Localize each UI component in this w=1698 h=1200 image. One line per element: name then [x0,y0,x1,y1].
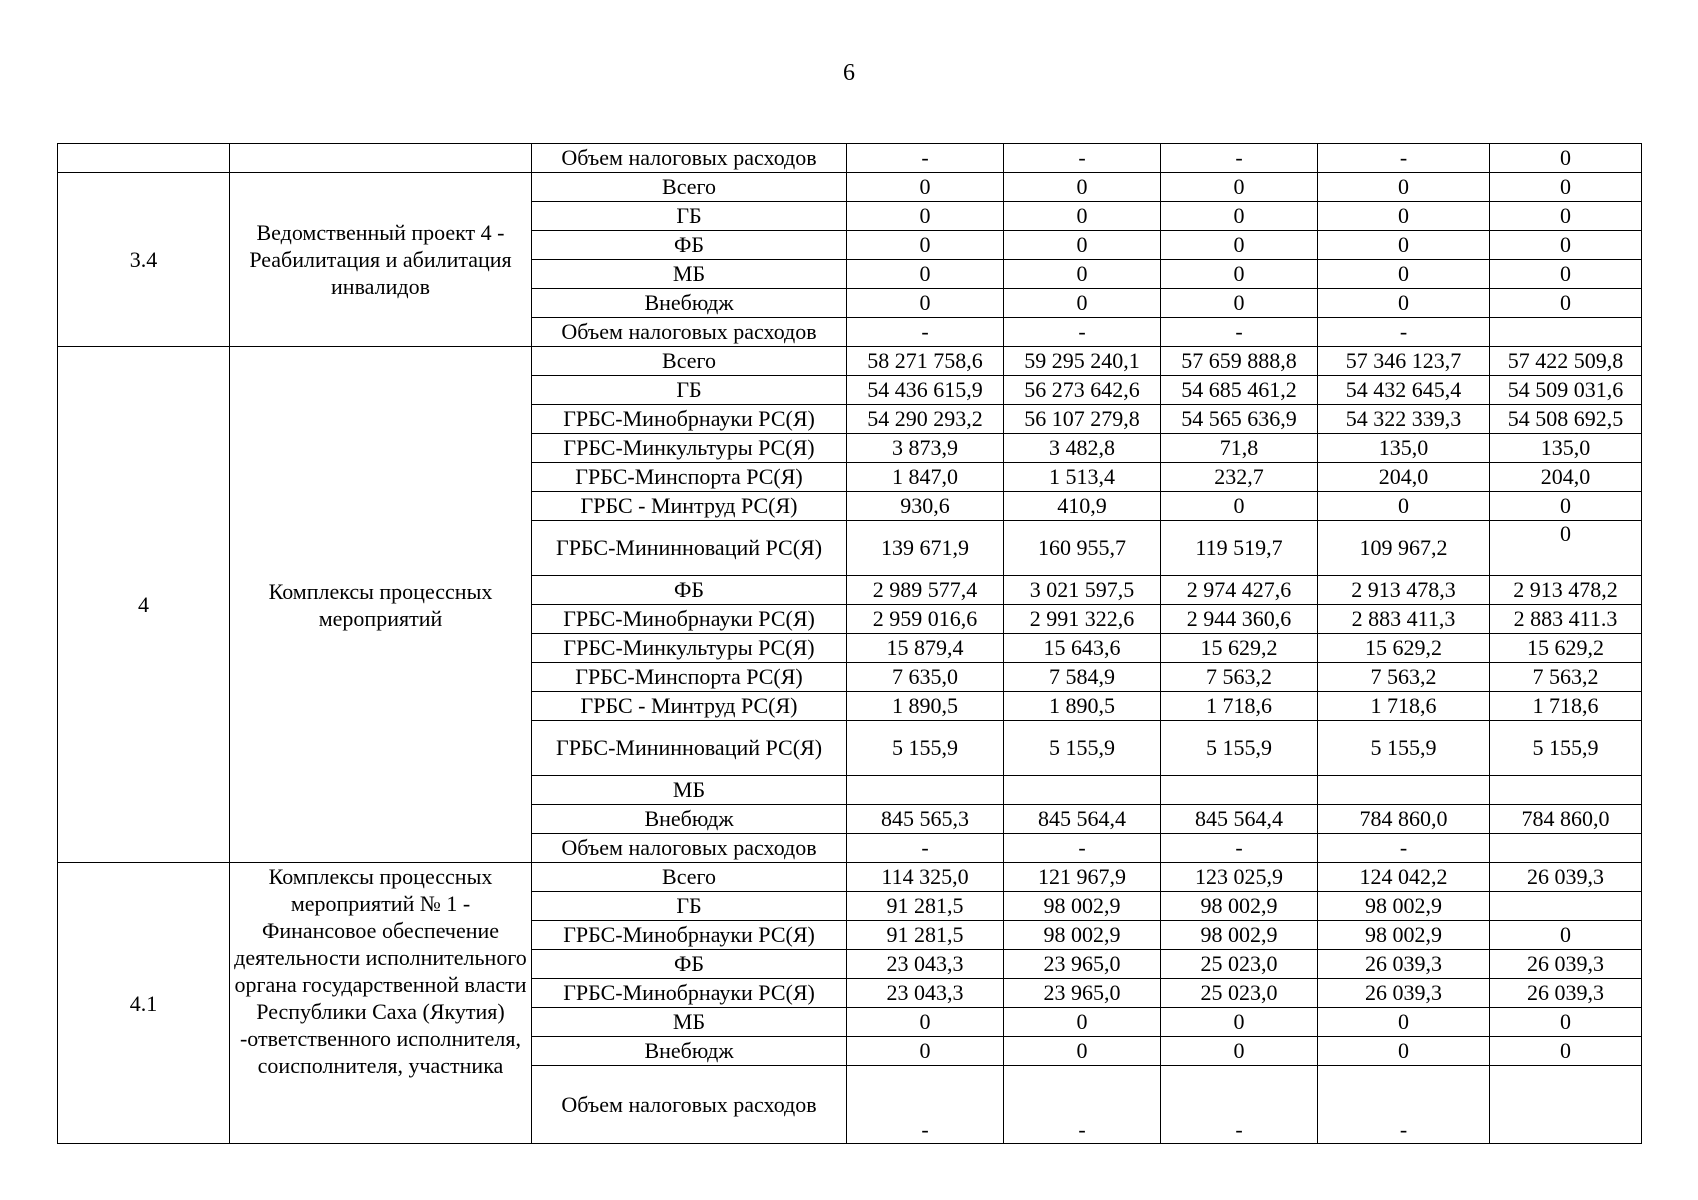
value-year-2: 410,9 [1004,492,1161,521]
value-year-5: 0 [1490,492,1642,521]
value-year-3: 845 564,4 [1161,805,1318,834]
value-year-4: 0 [1318,492,1490,521]
value-year-3: 71,8 [1161,434,1318,463]
value-year-5: 26 039,3 [1490,979,1642,1008]
section-code: 3.4 [58,173,230,347]
value-year-2: 0 [1004,173,1161,202]
value-year-4: 54 432 645,4 [1318,376,1490,405]
value-year-2: 0 [1004,260,1161,289]
value-year-4: 0 [1318,173,1490,202]
funding-source: Внебюдж [532,1037,847,1066]
value-year-2: 7 584,9 [1004,663,1161,692]
value-year-2: - [1004,318,1161,347]
value-year-1: 0 [847,231,1004,260]
value-year-2: 845 564,4 [1004,805,1161,834]
value-year-1: 23 043,3 [847,979,1004,1008]
value-year-3: 0 [1161,492,1318,521]
value-year-4: 26 039,3 [1318,950,1490,979]
value-year-3: 54 685 461,2 [1161,376,1318,405]
value-year-1 [847,776,1004,805]
value-year-5: 15 629,2 [1490,634,1642,663]
value-year-2: 121 967,9 [1004,863,1161,892]
value-year-5: 135,0 [1490,434,1642,463]
section-name: Ведомственный проект 4 - Реабилитация и абилитация инвалидов [230,173,532,347]
value-year-5: 204,0 [1490,463,1642,492]
funding-source: МБ [532,776,847,805]
funding-source: ФБ [532,231,847,260]
funding-source: ГРБС-Минкультуры РС(Я) [532,634,847,663]
value-year-2: - [1004,834,1161,863]
value-year-1: 1 890,5 [847,692,1004,721]
funding-source: ГРБС-Минобрнауки РС(Я) [532,921,847,950]
value-year-3: 0 [1161,289,1318,318]
value-year-4: 0 [1318,1008,1490,1037]
funding-source: ГБ [532,202,847,231]
funding-source: МБ [532,1008,847,1037]
value-year-5: 0 [1490,1037,1642,1066]
value-year-1: 845 565,3 [847,805,1004,834]
funding-source: ГРБС-Минспорта РС(Я) [532,463,847,492]
value-year-3: 0 [1161,1008,1318,1037]
section-name: Комплексы процессных мероприятий № 1 - Финансовое обеспечение деятельности исполнительного органа государственной власти Республики Саха (Якутия) -ответственного исполнителя, соисполнителя, участника [230,863,532,1144]
value-year-4: 2 913 478,3 [1318,576,1490,605]
value-year-5: 0 [1490,231,1642,260]
value-year-2: 56 273 642,6 [1004,376,1161,405]
value-year-1: - [847,318,1004,347]
value-year-3: 0 [1161,260,1318,289]
funding-source: Всего [532,173,847,202]
value-year-4 [1318,776,1490,805]
value-year-1: 0 [847,260,1004,289]
value-year-5: 0 [1490,521,1642,576]
value-year-3: - [1161,834,1318,863]
value-year-2: 1 513,4 [1004,463,1161,492]
value-year-3: 1 718,6 [1161,692,1318,721]
value-year-5: 784 860,0 [1490,805,1642,834]
section-code [58,144,230,173]
funding-source: ГРБС - Минтруд РС(Я) [532,692,847,721]
value-year-1: 7 635,0 [847,663,1004,692]
value-year-4: 0 [1318,202,1490,231]
value-year-2: 56 107 279,8 [1004,405,1161,434]
funding-source: Объем налоговых расходов [532,144,847,173]
section-name: Комплексы процессных мероприятий [230,347,532,863]
value-year-3: 5 155,9 [1161,721,1318,776]
funding-source: ФБ [532,576,847,605]
value-year-5: 0 [1490,202,1642,231]
value-year-4: 135,0 [1318,434,1490,463]
value-year-1: 23 043,3 [847,950,1004,979]
value-year-1: 2 989 577,4 [847,576,1004,605]
value-year-2: 98 002,9 [1004,892,1161,921]
value-year-5: 26 039,3 [1490,950,1642,979]
value-year-3: - [1161,318,1318,347]
value-year-1: 0 [847,202,1004,231]
value-year-5 [1490,776,1642,805]
value-year-1: 2 959 016,6 [847,605,1004,634]
funding-source: ГРБС-Минобрнауки РС(Я) [532,979,847,1008]
value-year-2: 98 002,9 [1004,921,1161,950]
value-year-3: 25 023,0 [1161,950,1318,979]
value-year-3: 232,7 [1161,463,1318,492]
value-year-5 [1490,318,1642,347]
funding-source: Объем налоговых расходов [532,1066,847,1144]
page-number: 6 [843,60,855,86]
funding-source: ГБ [532,892,847,921]
table-row [58,144,1642,173]
value-year-3: 119 519,7 [1161,521,1318,576]
value-year-2: 23 965,0 [1004,950,1161,979]
value-year-1: 0 [847,289,1004,318]
funding-source: ГРБС-Минобрнауки РС(Я) [532,605,847,634]
value-year-4: 5 155,9 [1318,721,1490,776]
funding-source: ГРБС-Мининноваций РС(Я) [532,721,847,776]
value-year-3: 54 565 636,9 [1161,405,1318,434]
section-name [230,144,532,173]
value-year-5: 54 508 692,5 [1490,405,1642,434]
value-year-2: 0 [1004,1037,1161,1066]
value-year-1: 0 [847,1008,1004,1037]
value-year-1: 5 155,9 [847,721,1004,776]
value-year-5: 0 [1490,921,1642,950]
value-year-2: 0 [1004,1008,1161,1037]
value-year-5: 0 [1490,144,1642,173]
funding-source: Всего [532,347,847,376]
value-year-2: 0 [1004,289,1161,318]
value-year-3: 98 002,9 [1161,921,1318,950]
value-year-4: 784 860,0 [1318,805,1490,834]
value-year-1: 139 671,9 [847,521,1004,576]
value-year-1: 58 271 758,6 [847,347,1004,376]
value-year-3: 7 563,2 [1161,663,1318,692]
value-year-1: 1 847,0 [847,463,1004,492]
value-year-2: - [1004,144,1161,173]
funding-source: МБ [532,260,847,289]
value-year-1: 114 325,0 [847,863,1004,892]
value-year-3: 0 [1161,173,1318,202]
value-year-5: 2 913 478,2 [1490,576,1642,605]
value-year-5 [1490,834,1642,863]
value-year-5: 54 509 031,6 [1490,376,1642,405]
value-year-5: 0 [1490,289,1642,318]
value-year-1: 0 [847,173,1004,202]
table-row [58,863,1642,892]
value-year-3: 123 025,9 [1161,863,1318,892]
value-year-2: - [1004,1066,1161,1144]
value-year-1: 91 281,5 [847,921,1004,950]
value-year-3: 0 [1161,1037,1318,1066]
value-year-5 [1490,892,1642,921]
funding-source: Внебюдж [532,805,847,834]
value-year-4: 26 039,3 [1318,979,1490,1008]
value-year-2: 3 021 597,5 [1004,576,1161,605]
value-year-1: - [847,144,1004,173]
value-year-2: 23 965,0 [1004,979,1161,1008]
value-year-3: - [1161,144,1318,173]
value-year-2: 160 955,7 [1004,521,1161,576]
value-year-4: - [1318,144,1490,173]
value-year-4: 7 563,2 [1318,663,1490,692]
value-year-4: 0 [1318,231,1490,260]
value-year-1: 91 281,5 [847,892,1004,921]
value-year-3: 0 [1161,231,1318,260]
value-year-3: 2 944 360,6 [1161,605,1318,634]
section-code: 4.1 [58,863,230,1144]
value-year-5 [1490,1066,1642,1144]
value-year-2: 59 295 240,1 [1004,347,1161,376]
value-year-4: 98 002,9 [1318,921,1490,950]
value-year-2: 0 [1004,231,1161,260]
funding-source: Объем налоговых расходов [532,834,847,863]
funding-source: ГБ [532,376,847,405]
budget-table [57,143,1642,1144]
value-year-3: 25 023,0 [1161,979,1318,1008]
value-year-3 [1161,776,1318,805]
value-year-4: - [1318,834,1490,863]
value-year-1: - [847,834,1004,863]
funding-source: Внебюдж [532,289,847,318]
value-year-2: 0 [1004,202,1161,231]
value-year-5: 5 155,9 [1490,721,1642,776]
value-year-2: 5 155,9 [1004,721,1161,776]
funding-source: ГРБС - Минтруд РС(Я) [532,492,847,521]
table-row [58,173,1642,202]
value-year-5: 26 039,3 [1490,863,1642,892]
value-year-1: 15 879,4 [847,634,1004,663]
value-year-1: 0 [847,1037,1004,1066]
funding-source: Всего [532,863,847,892]
funding-source: ФБ [532,950,847,979]
value-year-3: 15 629,2 [1161,634,1318,663]
section-code: 4 [58,347,230,863]
value-year-2: 2 991 322,6 [1004,605,1161,634]
funding-source: ГРБС-Мининноваций РС(Я) [532,521,847,576]
value-year-5: 2 883 411.3 [1490,605,1642,634]
value-year-4: 57 346 123,7 [1318,347,1490,376]
value-year-4: 0 [1318,289,1490,318]
funding-source: ГРБС-Минспорта РС(Я) [532,663,847,692]
value-year-4: 204,0 [1318,463,1490,492]
funding-source: ГРБС-Минкультуры РС(Я) [532,434,847,463]
value-year-5: 1 718,6 [1490,692,1642,721]
funding-source: ГРБС-Минобрнауки РС(Я) [532,405,847,434]
value-year-4: 124 042,2 [1318,863,1490,892]
value-year-3: 98 002,9 [1161,892,1318,921]
value-year-3: - [1161,1066,1318,1144]
value-year-1: 3 873,9 [847,434,1004,463]
value-year-5: 0 [1490,173,1642,202]
value-year-4: 15 629,2 [1318,634,1490,663]
value-year-4: - [1318,1066,1490,1144]
value-year-2: 3 482,8 [1004,434,1161,463]
value-year-1: 930,6 [847,492,1004,521]
value-year-3: 0 [1161,202,1318,231]
funding-source: Объем налоговых расходов [532,318,847,347]
table-row [58,347,1642,376]
value-year-2: 1 890,5 [1004,692,1161,721]
value-year-3: 57 659 888,8 [1161,347,1318,376]
value-year-5: 0 [1490,260,1642,289]
value-year-5: 7 563,2 [1490,663,1642,692]
value-year-3: 2 974 427,6 [1161,576,1318,605]
value-year-4: 1 718,6 [1318,692,1490,721]
value-year-2: 15 643,6 [1004,634,1161,663]
value-year-4: 109 967,2 [1318,521,1490,576]
value-year-1: 54 290 293,2 [847,405,1004,434]
value-year-4: 98 002,9 [1318,892,1490,921]
value-year-4: 0 [1318,1037,1490,1066]
value-year-5: 57 422 509,8 [1490,347,1642,376]
value-year-5: 0 [1490,1008,1642,1037]
value-year-4: 54 322 339,3 [1318,405,1490,434]
value-year-4: - [1318,318,1490,347]
value-year-4: 0 [1318,260,1490,289]
value-year-1: 54 436 615,9 [847,376,1004,405]
value-year-2 [1004,776,1161,805]
value-year-1: - [847,1066,1004,1144]
value-year-4: 2 883 411,3 [1318,605,1490,634]
